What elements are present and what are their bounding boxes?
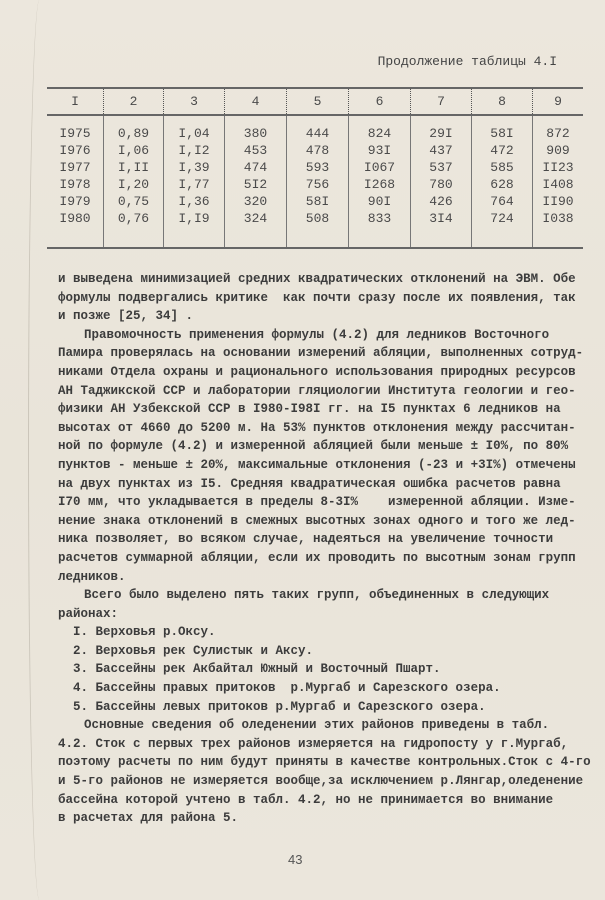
text-line: высотах от 4660 до 5200 м. На 53% пунктов отклонения между рассчитан-	[58, 420, 576, 435]
cell: 909	[533, 142, 584, 159]
cell: 5I2	[225, 176, 287, 193]
text-line: и выведена минимизацией средних квадратических отклонений на ЭВМ. Обе	[58, 272, 576, 286]
cell: 90I	[349, 193, 411, 210]
cell: I,20	[104, 176, 164, 193]
col-header: 6	[349, 88, 411, 115]
text-line: Памира проверялась на основании измерений абляции, выполненных сотруд-	[58, 346, 584, 361]
paragraph-1	[58, 270, 578, 326]
cell: 474	[225, 159, 287, 176]
cell: 0,76	[104, 210, 164, 227]
text-line: ника позволяет, во всяком случае, надеяться на увеличение точности	[58, 532, 554, 547]
col-header: 9	[533, 88, 584, 115]
page-number: 43	[288, 852, 303, 867]
text-line: нение знака отклонений в смежных высотных зонах одного и того же лед-	[58, 513, 576, 528]
region-list	[58, 623, 578, 716]
paragraph-2	[58, 326, 584, 586]
cell: I,I2	[164, 142, 225, 159]
cell: I268	[349, 176, 411, 193]
table-caption: Продолжение таблицы 4.I	[377, 54, 557, 69]
list-item: I. Верховья р.Оксу.	[73, 625, 216, 640]
text-line: бассейна которой учтено в табл. 4.2, но не принимается во внимание	[58, 792, 554, 807]
cell: I975	[59, 126, 91, 141]
cell: 508	[287, 210, 349, 227]
cell: 537	[411, 159, 472, 176]
col-header: 4	[225, 88, 287, 115]
text-line: ледников.	[58, 569, 126, 584]
cell: 833	[349, 210, 411, 227]
cell: I976	[59, 143, 91, 158]
cell: 0,89	[104, 115, 164, 142]
text-line: в расчетах для района 5.	[58, 811, 239, 826]
text-line: Основные сведения об оледенении этих районов приведены в табл.	[84, 718, 550, 733]
text-line: 4.2. Сток с первых трех районов измеряется на гидропосту у г.Мургаб,	[58, 736, 569, 751]
cell: 824	[349, 115, 411, 142]
table-row	[47, 159, 583, 176]
paragraph-3	[58, 586, 578, 623]
text-line: районах:	[58, 606, 119, 621]
cell: 872	[533, 115, 584, 142]
cell: I408	[533, 176, 584, 193]
cell: 3I4	[411, 210, 472, 227]
cell: 478	[287, 142, 349, 159]
text-line: физики АН Узбекской ССР в I980-I98I гг. на I5 пунктах 6 ледников на	[58, 402, 561, 417]
cell: I067	[349, 159, 411, 176]
text-line: никами Отдела охраны и рационального использования природных ресурсов	[58, 364, 576, 379]
text-line: на двух пунктах из I5. Средняя квадратическая ошибка расчетов равна	[58, 476, 561, 491]
text-line: I70 мм, что укладывается в пределы 8-3I% измеренной абляции. Изме-	[58, 495, 576, 510]
list-item: 2. Верховья рек Сулистык и Аксу.	[73, 643, 314, 658]
cell: I979	[59, 194, 91, 209]
cell: II23	[533, 159, 584, 176]
cell: 724	[472, 210, 533, 227]
cell: 453	[225, 142, 287, 159]
cell: I,36	[164, 193, 225, 210]
list-item: 4. Бассейны правых притоков р.Мургаб и Сарезского озера.	[73, 681, 501, 696]
cell: I,I9	[164, 210, 225, 227]
cell: 426	[411, 193, 472, 210]
cell: II90	[533, 193, 584, 210]
cell: 324	[225, 210, 287, 227]
cell: 0,75	[104, 193, 164, 210]
cell: 58I	[472, 115, 533, 142]
list-item: 5. Бассейны левых притоков р.Мургаб и Сарезского озера.	[73, 699, 486, 714]
cell: I,77	[164, 176, 225, 193]
cell: 472	[472, 142, 533, 159]
cell: I,04	[164, 115, 225, 142]
table-row	[47, 142, 583, 159]
text-line: поэтому расчеты по ним будут приняты в качестве контрольных.Сток с 4-го	[58, 755, 591, 770]
col-header: I	[47, 88, 104, 115]
col-header: 2	[104, 88, 164, 115]
text-line: пунктов - меньше ± 20%, максимальные отклонения (-23 и +3I%) отмечены	[58, 457, 576, 472]
text-line: Всего было выделено пять таких групп, объединенных в следующих	[84, 588, 550, 603]
cell: 756	[287, 176, 349, 193]
table-row	[47, 210, 583, 227]
table-row	[47, 115, 583, 142]
cell: 29I	[411, 115, 472, 142]
table-row	[47, 193, 583, 210]
col-header: 5	[287, 88, 349, 115]
cell: I980	[59, 211, 91, 226]
cell: 628	[472, 176, 533, 193]
cell: I038	[533, 210, 584, 227]
cell: I,II	[104, 159, 164, 176]
text-line: ной по формуле (4.2) и измеренной абляцией были меньше ± I0%, по 80%	[58, 439, 569, 454]
table-header-row	[47, 88, 583, 115]
text-line: АН Таджикской ССР и лаборатории гляциологии Института геологии и гео-	[58, 383, 576, 398]
cell: I978	[59, 177, 91, 192]
list-item: 3. Бассейны рек Акбайтал Южный и Восточный Пшарт.	[73, 662, 441, 677]
body-text	[58, 270, 591, 828]
cell: 437	[411, 142, 472, 159]
col-header: 7	[411, 88, 472, 115]
cell: 585	[472, 159, 533, 176]
text-line: расчетов суммарной абляции, если их проводить по высотным зонам групп	[58, 550, 576, 565]
paragraph-4	[58, 716, 591, 828]
text-line: и 5-го районов не измеряется вообще,за исключением р.Лянгар,оледенение	[58, 774, 584, 789]
text-line: формулы подвергались критике как почти сразу после их появления, так	[58, 290, 576, 305]
cell: 764	[472, 193, 533, 210]
cell: I,06	[104, 142, 164, 159]
cell: I,39	[164, 159, 225, 176]
text-line: и позже [25, 34] .	[58, 309, 194, 324]
data-table	[47, 87, 583, 249]
col-header: 8	[472, 88, 533, 115]
cell: 593	[287, 159, 349, 176]
page-fold-edge	[28, 0, 47, 900]
col-header: 3	[164, 88, 225, 115]
cell: 93I	[349, 142, 411, 159]
table-row	[47, 176, 583, 193]
cell: 380	[225, 115, 287, 142]
cell: 58I	[287, 193, 349, 210]
cell: I977	[59, 160, 91, 175]
cell: 444	[287, 115, 349, 142]
cell: 320	[225, 193, 287, 210]
text-line: Правомочность применения формулы (4.2) для ледников Восточного	[84, 327, 550, 342]
cell: 780	[411, 176, 472, 193]
table-bottom-rule	[47, 227, 583, 248]
